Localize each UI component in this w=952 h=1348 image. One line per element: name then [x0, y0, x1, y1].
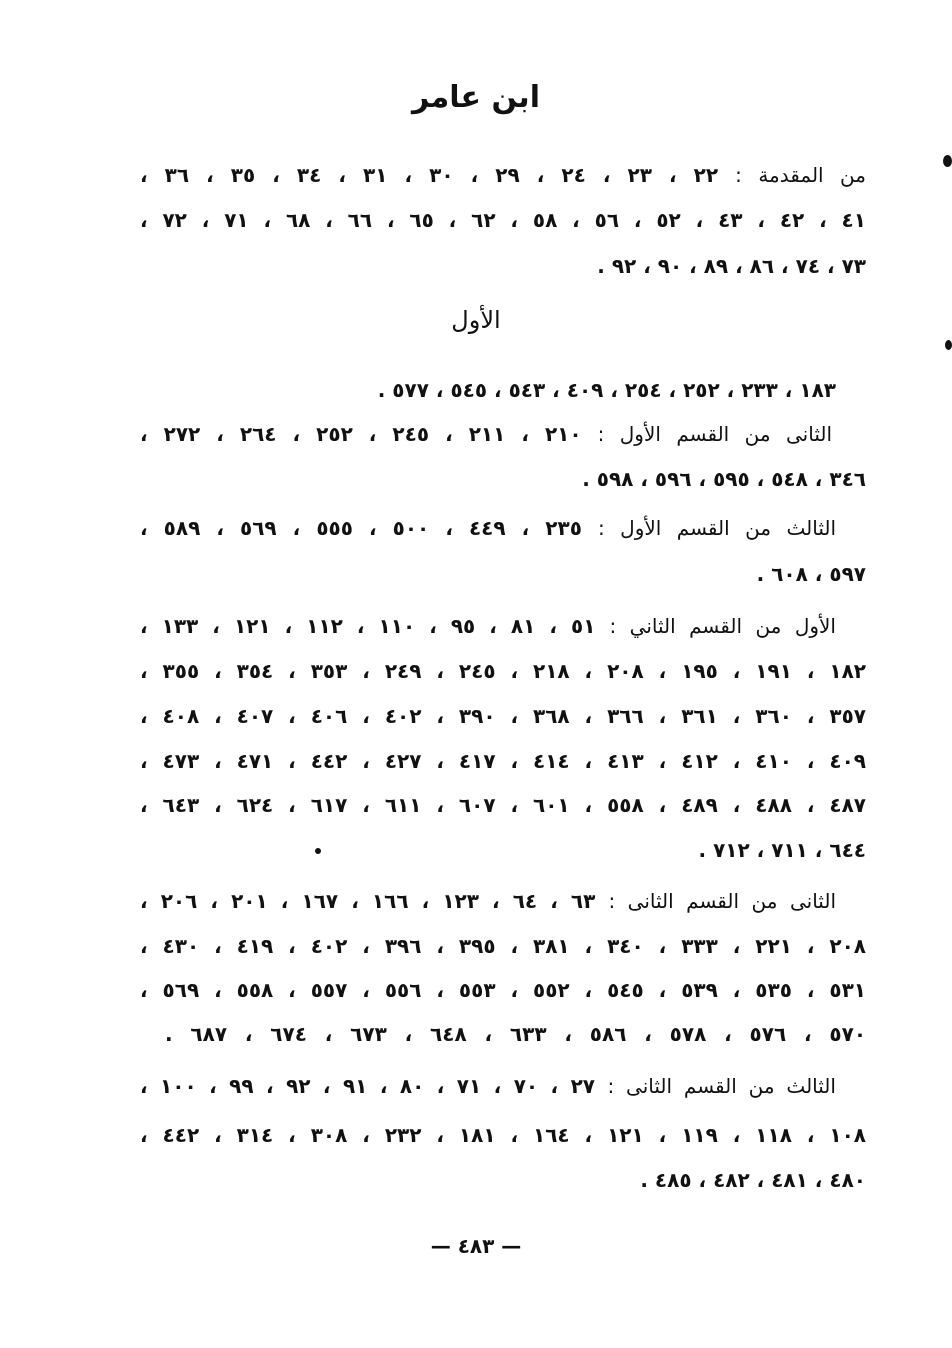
first-of-second-line-1	[140, 611, 836, 641]
third-of-second-label: الثالث من القسم الثانى :	[607, 1074, 836, 1098]
scan-speck	[943, 155, 952, 167]
first-of-second-line-3: ٣٥٧ ، ٣٦٠ ، ٣٦١ ، ٣٦٦ ، ٣٦٨ ، ٣٩٠ ، ٤٠٢ ، ٤٠٦ ، ٤٠٧ ، ٤٠٨ ،	[140, 704, 866, 728]
intro-values-1: ٢٢ ، ٢٣ ، ٢٤ ، ٢٩ ، ٣٠ ، ٣١ ، ٣٤ ، ٣٥ ، ٣٦ ،	[140, 163, 719, 187]
scan-speck	[945, 340, 952, 350]
second-of-second-label: الثانى من القسم الثانى :	[608, 889, 836, 913]
first-line-1: ١٨٣ ، ٢٣٣ ، ٢٥٢ ، ٢٥٤ ، ٤٠٩ ، ٥٤٣ ، ٥٤٥ ، ٥٧٧ .	[377, 378, 836, 402]
second-of-first-line-2: ٣٤٦ ، ٥٤٨ ، ٥٩٥ ، ٥٩٦ ، ٥٩٨ .	[582, 467, 866, 491]
second-of-first-label: الثانى من القسم الأول :	[597, 422, 833, 446]
first-of-second-line-5: ٤٨٧ ، ٤٨٨ ، ٤٨٩ ، ٥٥٨ ، ٦٠١ ، ٦٠٧ ، ٦١١ ، ٦١٧ ، ٦٢٤ ، ٦٤٣ ،	[140, 793, 866, 817]
third-of-second-line-3: ٤٨٠ ، ٤٨١ ، ٤٨٢ ، ٤٨٥ .	[640, 1168, 866, 1192]
intro-line-2: ٤١ ، ٤٢ ، ٤٣ ، ٥٢ ، ٥٦ ، ٥٨ ، ٦٢ ، ٦٥ ، ٦٦ ، ٦٨ ، ٧١ ، ٧٢ ،	[140, 208, 866, 232]
section-title: الأول	[451, 306, 501, 334]
first-of-second-line-6: ٦٤٤ ، ٧١١ ، ٧١٢ .	[698, 838, 866, 862]
first-of-second-values-1: ٥١ ، ٨١ ، ٩٥ ، ١١٠ ، ١١٢ ، ١٢١ ، ١٣٣ ،	[140, 614, 596, 638]
third-of-second-line-1	[140, 1071, 836, 1101]
second-of-second-line-1	[140, 886, 836, 916]
third-of-first-line-1	[140, 513, 836, 543]
third-of-second-line-2: ١٠٨ ، ١١٨ ، ١١٩ ، ١٢١ ، ١٦٤ ، ١٨١ ، ٢٣٢ ، ٣٠٨ ، ٣١٤ ، ٤٤٢ ،	[140, 1123, 866, 1147]
second-of-first-values-1: ٢١٠ ، ٢١١ ، ٢٤٥ ، ٢٥٢ ، ٢٦٤ ، ٢٧٢ ،	[140, 422, 582, 446]
second-of-second-line-2: ٢٠٨ ، ٢٢١ ، ٣٣٣ ، ٣٤٠ ، ٣٨١ ، ٣٩٥ ، ٣٩٦ ، ٤٠٢ ، ٤١٩ ، ٤٣٠ ،	[140, 934, 866, 958]
third-of-first-line-2: ٥٩٧ ، ٦٠٨ .	[756, 562, 866, 586]
intro-line-3: ٧٣ ، ٧٤ ، ٨٦ ، ٨٩ ، ٩٠ ، ٩٢ .	[597, 254, 866, 278]
scan-speck	[315, 848, 321, 854]
third-of-first-values-1: ٢٣٥ ، ٤٤٩ ، ٥٠٠ ، ٥٥٥ ، ٥٦٩ ، ٥٨٩ ،	[140, 516, 582, 540]
second-of-second-line-3: ٥٣١ ، ٥٣٥ ، ٥٣٩ ، ٥٤٥ ، ٥٥٢ ، ٥٥٣ ، ٥٥٦ ، ٥٥٧ ، ٥٥٨ ، ٥٦٩ ،	[140, 978, 866, 1002]
first-of-second-line-4: ٤٠٩ ، ٤١٠ ، ٤١٢ ، ٤١٣ ، ٤١٤ ، ٤١٧ ، ٤٢٧ ، ٤٤٢ ، ٤٧١ ، ٤٧٣ ،	[140, 749, 866, 773]
third-of-first-label: الثالث من القسم الأول :	[597, 516, 837, 540]
intro-line-1	[140, 160, 866, 190]
first-of-second-line-2: ١٨٢ ، ١٩١ ، ١٩٥ ، ٢٠٨ ، ٢١٨ ، ٢٤٥ ، ٢٤٩ ، ٣٥٣ ، ٣٥٤ ، ٣٥٥ ،	[140, 659, 866, 683]
second-of-second-values-1: ٦٣ ، ٦٤ ، ١٢٣ ، ١٦٦ ، ١٦٧ ، ٢٠١ ، ٢٠٦ ،	[140, 889, 596, 913]
second-of-second-line-4: ٥٧٠ ، ٥٧٦ ، ٥٧٨ ، ٥٨٦ ، ٦٣٣ ، ٦٤٨ ، ٦٧٣ ، ٦٧٤ ، ٦٨٧ .	[165, 1022, 867, 1046]
first-of-second-label: الأول من القسم الثاني :	[609, 614, 836, 638]
third-of-second-values-1: ٢٧ ، ٧٠ ، ٧١ ، ٨٠ ، ٩١ ، ٩٢ ، ٩٩ ، ١٠٠ ،	[140, 1074, 596, 1098]
page-number: — ٤٨٣ —	[430, 1234, 522, 1258]
intro-label: من المقدمة :	[735, 163, 866, 187]
second-of-first-line-1	[140, 419, 832, 449]
page-title: ابن عامر	[412, 80, 540, 115]
